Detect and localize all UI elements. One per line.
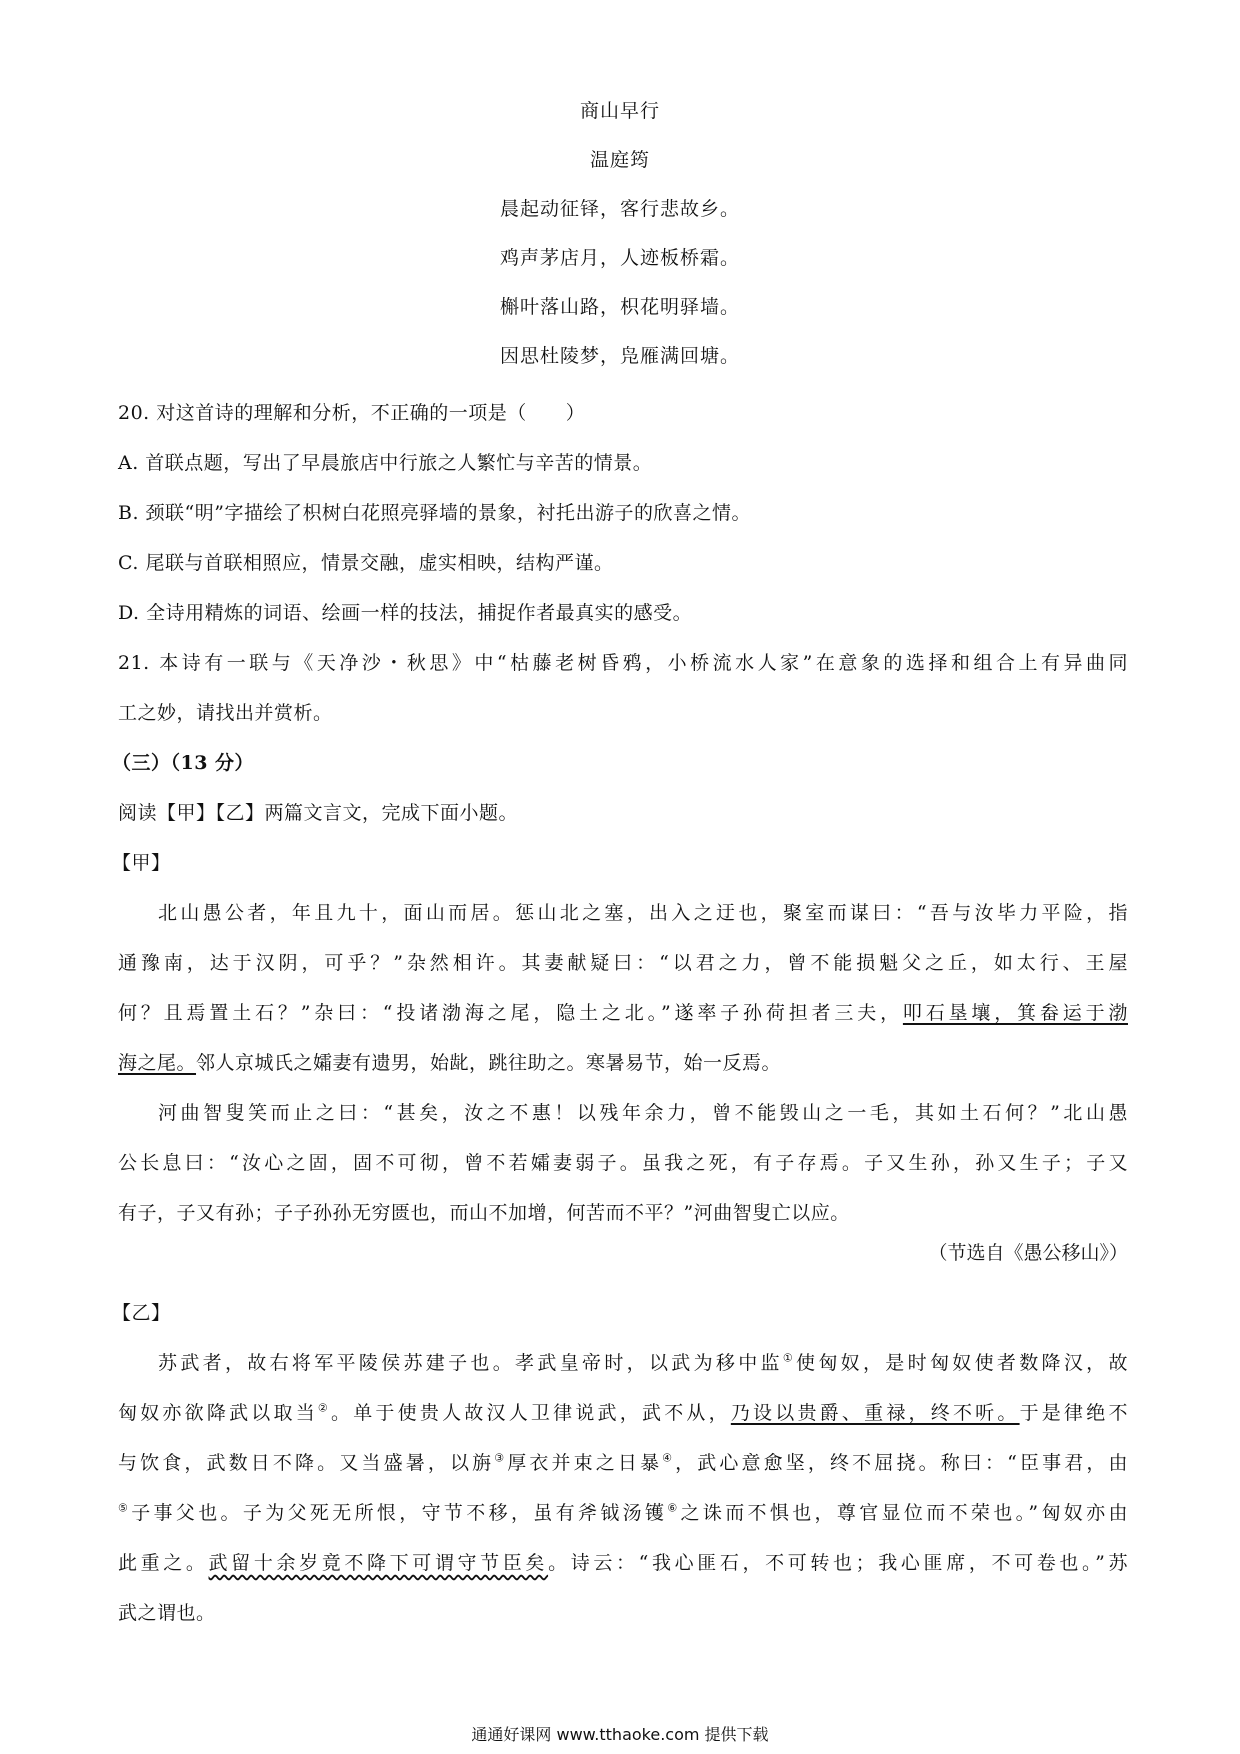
passage-jia-label: 【甲】	[112, 852, 171, 874]
jia-paragraph-1-line-1: 北山愚公者，年且九十，面山而居。惩山北之塞，出入之迂也，聚室而谋曰：“吾与汝毕力平险，指	[158, 902, 1128, 924]
yi-line-5	[118, 1538, 1128, 1588]
yi-text: 使匈奴，是时匈奴使者数降汉，故	[796, 1352, 1128, 1374]
yi-text: 。单于使贵人故汉人卫律说武，武不从，	[331, 1402, 731, 1424]
jia-paragraph-2-line-2: 公长息曰：“汝心之固，固不可彻，曾不若孀妻弱子。虽我之死，有子存焉。子又生孙，孙又生子；子又	[118, 1152, 1128, 1174]
yi-text: 子事父也。子为父死无所恨，守节不移，虽有斧钺汤镬	[131, 1502, 668, 1524]
poem-author: 温庭筠	[589, 149, 650, 171]
passage-yi-label: 【乙】	[112, 1302, 171, 1324]
jia-text: 邻人京城氏之孀妻有遗男，始龀，跳往助之。寒暑易节，始一反焉。	[196, 1052, 782, 1074]
jia-underlined-sentence-end: 海之尾。	[118, 1052, 197, 1074]
jia-source: （节选自《愚公移山》）	[928, 1242, 1128, 1264]
footnote-marker: ①	[782, 1351, 797, 1365]
section-heading: （三）（13 分）	[112, 752, 255, 774]
yi-underlined-sentence: 乃设以贵爵、重禄，终不听。	[730, 1402, 1020, 1424]
yi-line-3	[118, 1438, 1128, 1488]
question-20-option-c: C. 尾联与首联相照应，情景交融，虚实相映，结构严谨。	[118, 552, 614, 574]
footnote-marker: ④	[662, 1451, 676, 1465]
footnote-marker: ⑤	[118, 1501, 132, 1515]
section-instruction: 阅读【甲】【乙】两篇文言文，完成下面小题。	[118, 802, 519, 824]
poem-line-3: 槲叶落山路，枳花明驿墙。	[499, 296, 740, 318]
poem-line-4: 因思杜陵梦，凫雁满回塘。	[499, 345, 740, 367]
yi-line-6: 武之谓也。	[118, 1602, 216, 1624]
jia-paragraph-2-line-3: 有子，子又有孙；子子孙孙无穷匮也，而山不加增，何苦而不平？”河曲智叟亡以应。	[118, 1202, 850, 1224]
yi-line-2	[118, 1388, 1128, 1438]
yi-wavy-underlined-sentence: 武留十余岁竟不降下可谓守节臣矣	[208, 1552, 549, 1574]
footnote-marker: ②	[317, 1401, 331, 1415]
yi-text: ，武心意愈坚，终不屈挠。称曰：“臣事君，由	[675, 1452, 1128, 1474]
yi-text: 苏武者，故右将军平陵侯苏建子也。孝武皇帝时，以武为移中监	[158, 1352, 783, 1374]
poem-title: 商山早行	[579, 100, 660, 122]
yi-text: 匈奴亦欲降武以取当	[118, 1402, 318, 1424]
jia-paragraph-1-line-4	[118, 1038, 1128, 1088]
question-21-line-1: 21. 本诗有一联与《天净沙・秋思》中“枯藤老树昏鸦，小桥流水人家”在意象的选择和组合上有异曲同	[118, 652, 1128, 674]
yi-text: 。诗云：“我心匪石，不可转也；我心匪席，不可卷也。”苏	[548, 1552, 1128, 1574]
question-20-option-a: A. 首联点题，写出了早晨旅店中行旅之人繁忙与辛苦的情景。	[118, 452, 653, 474]
question-20-option-d: D. 全诗用精炼的词语、绘画一样的技法，捕捉作者最真实的感受。	[118, 602, 693, 624]
footnote-marker: ③	[494, 1451, 508, 1465]
jia-paragraph-1-line-2: 通豫南，达于汉阴，可乎？”杂然相许。其妻献疑曰：“以君之力，曾不能损魁父之丘，如太行、王屋	[118, 952, 1128, 974]
jia-underlined-sentence: 叩石垦壤，箕畚运于渤	[902, 1002, 1128, 1024]
yi-text: 与饮食，武数日不降。又当盛暑，以旃	[118, 1452, 495, 1474]
footnote-marker: ⑥	[667, 1501, 681, 1515]
jia-paragraph-2-line-1: 河曲智叟笑而止之曰：“甚矣，汝之不惠！以残年余力，曾不能毁山之一毛，其如土石何？”北山愚	[158, 1102, 1128, 1124]
poem-line-2: 鸡声茅店月，人迹板桥霜。	[499, 247, 740, 269]
jia-text: 何？且焉置土石？”杂曰：“投诸渤海之尾，隐土之北。”遂率子孙荷担者三夫，	[118, 1002, 903, 1024]
jia-paragraph-1-line-3	[118, 988, 1128, 1038]
footer-watermark: 通通好课网 www.tthaoke.com 提供下载	[471, 1725, 769, 1744]
yi-text: 之诛而不惧也，尊官显位而不荣也。”匈奴亦由	[680, 1502, 1128, 1524]
yi-text: 厚衣并束之日暴	[507, 1452, 663, 1474]
yi-line-4	[118, 1488, 1128, 1538]
yi-text: 此重之。	[118, 1552, 209, 1574]
yi-line-1	[158, 1338, 1128, 1388]
question-20-option-b: B. 颈联“明”字描绘了枳树白花照亮驿墙的景象，衬托出游子的欣喜之情。	[118, 502, 751, 524]
question-21-line-2: 工之妙，请找出并赏析。	[118, 702, 333, 724]
poem-line-1: 晨起动征铎，客行悲故乡。	[499, 198, 740, 220]
question-20-stem: 20. 对这首诗的理解和分析，不正确的一项是（ ）	[118, 402, 586, 424]
yi-text: 于是律绝不	[1019, 1402, 1128, 1424]
